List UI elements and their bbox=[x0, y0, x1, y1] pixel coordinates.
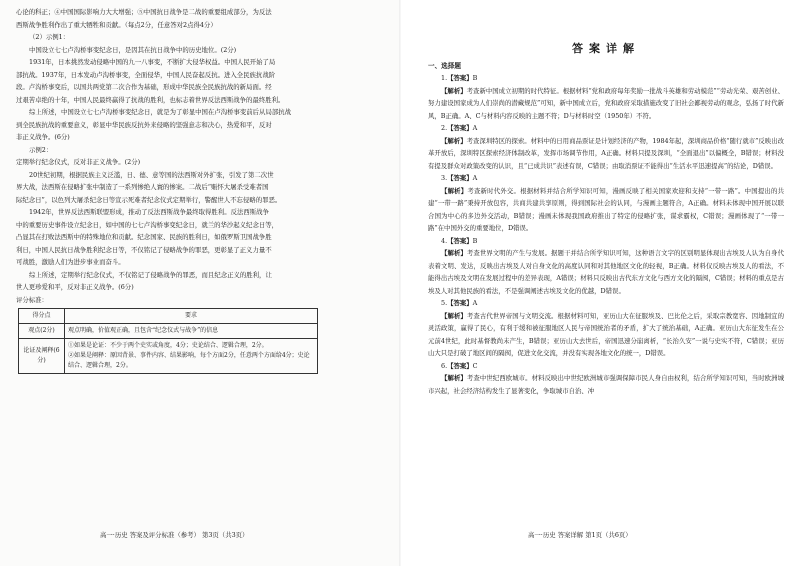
question-number: 6. bbox=[441, 361, 448, 370]
analysis-label: 【解析】 bbox=[441, 374, 467, 382]
text-line: 示例2： bbox=[29, 145, 53, 154]
answer-line bbox=[428, 122, 784, 135]
text-line: 西斯战争胜利作出了重大牺牲和贡献。（每点2分，任意答对2点得4分） bbox=[16, 20, 217, 29]
text-line: 中国设立七七卢沟桥事变纪念日，是因其在抗日战争中的历史地位。(2分) bbox=[29, 45, 237, 54]
analysis-paragraph bbox=[428, 310, 784, 360]
analysis-text: 考查新中国成立初期的时代特征。根据材料“党和政府每年奖励一批战斗英雄和劳动模范”“劳动光荣、艰苦创业、努力建设国家成为人们崇尚的潜藏规范”可知，新中国成立后，党和政府采取措施改变了旧社会鄙视劳动的观念，弘扬了时代新风，B正确。A、C与材料内容反映的主题不符；D与材料时空（1950年）不符。 bbox=[428, 86, 784, 120]
analysis-text: 考查新时代外交。根据材料并结合所学知识可知，漫画反映了相关国家欢迎和支持“一带一路”。中国提出的共建“一带一路”秉持开放包容，共商共建共享原则，得到国际社会的认同，与漫画主题符合，A正确。材料未体现中国开展以联合国为中心的多边外交活动，B错误；漫画未体现我国政府推出了特定的侵略扩张，谋求霸权，C错误；漫画体现了“一带一路”在中国外交的重要地位，D错误。 bbox=[428, 186, 784, 232]
page-fold bbox=[399, 0, 401, 566]
rubric-row bbox=[19, 339, 318, 374]
question-number: 1. bbox=[441, 74, 448, 82]
answer-label: 【答案】 bbox=[447, 124, 473, 132]
text-line: 际纪念日”，以色列大屠杀纪念日等宣示死难者纪念仪式定期举行，警醒世人不忘侵略的罪恶。 bbox=[16, 195, 282, 204]
rubric-header-row bbox=[19, 309, 318, 324]
answer-item bbox=[428, 122, 784, 172]
analysis-paragraph bbox=[428, 185, 784, 235]
text-line: 利日，中国人民抗日战争胜利纪念日等，不仅铭记了侵略战争的罪恶，更彰显了正义力量不 bbox=[16, 245, 272, 254]
question-number: 2. bbox=[441, 124, 448, 132]
answer-item bbox=[428, 297, 784, 360]
answer-value: B bbox=[472, 236, 478, 245]
text-line: 过艰苦卓绝的十年，中国人民最终赢得了抗战的胜利，也标志着世界反法西斯战争的最终胜利。 bbox=[16, 95, 285, 104]
answer-label: 【答案】 bbox=[447, 361, 473, 370]
rubric-item: 观点(2分) bbox=[19, 324, 65, 339]
answer-item bbox=[428, 172, 784, 235]
text-line: 20世纪初期，根据民族主义泛滥，日、德、意等国的法西斯对外扩张，引发了第二次世 bbox=[29, 170, 274, 179]
analysis-paragraph bbox=[428, 247, 784, 297]
analysis-label: 【解析】 bbox=[441, 136, 467, 145]
rubric-requirement: ①如果是论证：不少于两个史实或角度，4分；史论结合、逻辑合理，2分。 ②如果是阐释：原因背景、事件内容、结果影响，每个方面2分，任意两个方面给4分；史论结合、逻辑合理，2分。 bbox=[65, 339, 318, 374]
answer-label: 【答案】 bbox=[447, 74, 473, 82]
text-line: 综上所述，中国设立七七卢沟桥事变纪念日，就是为了彰显中国在卢沟桥事变前后从局部抗战 bbox=[29, 108, 292, 116]
rubric-item: 论证及阐释(6分) bbox=[19, 339, 65, 374]
text-line: 部抗战。1937年，日本发动卢沟桥事变，全面侵华，中国人民奋起反抗。进入全民族抗战阶 bbox=[16, 70, 276, 79]
analysis-label: 【解析】 bbox=[441, 249, 467, 257]
analysis-text: 考查世界文明的产生与发展。据题干并结合所学知识可知，这种语言文字的区别明显体现出古埃及人认为自身代表着文明、发达，反映出古埃及人对自身文化的高度认同和对其他地区文化的轻视，B正确。材料仅反映古埃及人的看法，不能得出古埃及文明在发展过程中的差异表现，A错误；材料只反映出古代东方文化与西方文化的隔阂，C错误；材料的重点是古埃及人对其他民族的看法，不是强调阐述古埃及文化的优越，D错误。 bbox=[428, 249, 785, 295]
answer-value: A bbox=[472, 124, 478, 132]
question-number: 4. bbox=[441, 236, 448, 245]
answer-item bbox=[428, 72, 784, 122]
text-line: 世人更珍爱和平，反对非正义战争。(6分) bbox=[16, 283, 134, 291]
page-title: 答案详解 bbox=[572, 42, 640, 55]
answer-line bbox=[428, 235, 784, 248]
answer-label: 【答案】 bbox=[447, 236, 473, 245]
answer-line bbox=[428, 297, 784, 310]
answer-label: 【答案】 bbox=[447, 299, 473, 307]
answer-line bbox=[428, 72, 784, 85]
analysis-label: 【解析】 bbox=[441, 311, 467, 320]
text-line: 中的重要历史事件设立纪念日，如中国的七七卢沟桥事变纪念日，就兰的华沙起义纪念日等， bbox=[16, 220, 279, 229]
rubric-table bbox=[18, 308, 318, 374]
analysis-paragraph bbox=[428, 372, 784, 397]
left-page-footer: 高一·历史 答案及评分标准（参考） 第3页（共3页） bbox=[100, 531, 249, 539]
answer-line bbox=[428, 360, 784, 373]
text-line: 界大战，法西斯在侵略扩张中制造了一系列惨绝人寰的惨案。二战后“赈怀大屠杀受难者国 bbox=[16, 183, 269, 191]
answer-value: C bbox=[472, 361, 478, 370]
rubric-header-item: 得分点 bbox=[19, 309, 65, 324]
analysis-paragraph bbox=[428, 135, 784, 173]
right-column bbox=[428, 6, 784, 397]
text-line: （2）示例1： bbox=[29, 33, 70, 41]
rubric-header-requirement: 要求 bbox=[65, 309, 318, 324]
question-number: 3. bbox=[441, 174, 448, 182]
text-line: 到全民族抗战的重要意义，彰显中华民族反抗外来侵略的坚强意志和决心，热爱和平，反对 bbox=[16, 120, 272, 129]
text-line: 定期举行纪念仪式，反对非正义战争。(2分) bbox=[16, 158, 141, 166]
text-line: 1931年，日本挑然发动侵略中国的九一八事变，不断扩大侵华权益。中国人民开始了局 bbox=[29, 58, 276, 66]
analysis-label: 【解析】 bbox=[441, 186, 468, 195]
analysis-text: 考查深圳特区的探索。材料中的日用商品票证是计划经济的产物，1984年起，深圳商品价格“随行就市”反映出改革开放后，深圳特区探索经济体制改革，发挥市场调节作用，A正确。材料只提及深圳，“全面退出”以偏概全，B错误；材料没有提及群众对政策改变的认识，且“已成共识”表述有误，C错误；由取消票证不能得出“生活水平迅速提高”的结论，D错误。 bbox=[428, 136, 785, 170]
answer-label: 【答案】 bbox=[447, 174, 473, 182]
answer-value: B bbox=[472, 74, 478, 82]
rubric-row bbox=[19, 324, 318, 339]
text-line: 非正义战争。(6分) bbox=[16, 133, 70, 141]
text-line: 心论的科正；④中国国际影响力大大增强；⑤中国抗日战争是二战的重要组成部分，为反法 bbox=[16, 8, 272, 16]
left-column bbox=[16, 6, 384, 374]
answer-value: A bbox=[472, 299, 478, 307]
answer-line bbox=[428, 172, 784, 185]
analysis-paragraph bbox=[428, 85, 784, 123]
right-page-footer: 高一·历史 答案详解 第1页（共6页） bbox=[528, 531, 632, 539]
section-heading: 一、选择题 bbox=[428, 62, 461, 70]
question-number: 5. bbox=[441, 299, 448, 307]
rubric-label: 评分标准： bbox=[16, 295, 48, 304]
answer-item bbox=[428, 235, 784, 298]
analysis-text: 考查中世纪西欧城市。材料反映出中世纪欧洲城市强调保障市民人身自由权利，结合所学知识可知，当时欧洲城市兴起，社会经济结构发生了显著变化，争取城市自治、冲 bbox=[428, 374, 785, 395]
text-line: 综上所述，定期举行纪念仪式，不仅铭记了侵略战争的罪恶，而且纪念正义的胜利，让 bbox=[29, 270, 272, 279]
answer-item bbox=[428, 360, 784, 398]
text-line: 凸显其在打败法西斯中的特殊地位和贡献。纪念国家、民族的胜利日，如俄罗斯卫国战争胜 bbox=[16, 233, 272, 241]
rubric-requirement: 观点明确，价值观正确，且包含“纪念仪式与战争”的信息 bbox=[65, 324, 318, 339]
text-line: 可战胜，激励人们为进步事业而奋斗。 bbox=[16, 258, 125, 266]
analysis-text: 考查古代世界帝国与文明交流。根据材料可知，亚历山大在征服埃及、巴比伦之后，采取宗教宽容、因地制宜的灵活政策，赢得了民心，有利于缓和被征服地区人民与帝国统治者的矛盾，扩大了统治基础，A正确。亚历山大东征发生在公元前4世纪，此时基督教尚未产生，B错误；亚历山大去世后，帝国迅速分崩离析，“长治久安”一说与史实不符，C错误；亚历山大只是打破了地区间的隔阂，促进文化交流，并没有实现各地文化的统一，D错误。 bbox=[428, 311, 785, 357]
analysis-label: 【解析】 bbox=[441, 86, 467, 95]
text-line: 1942年，世界反法西斯联盟形成，推动了反法西斯战争最终取得胜利。反法西斯战争 bbox=[29, 208, 269, 216]
text-line: 段。卢沟桥事变后，以国共两党第二次合作为基础，形成中华民族全民族抗战的新局面。经 bbox=[16, 83, 272, 91]
answer-value: A bbox=[472, 174, 478, 182]
